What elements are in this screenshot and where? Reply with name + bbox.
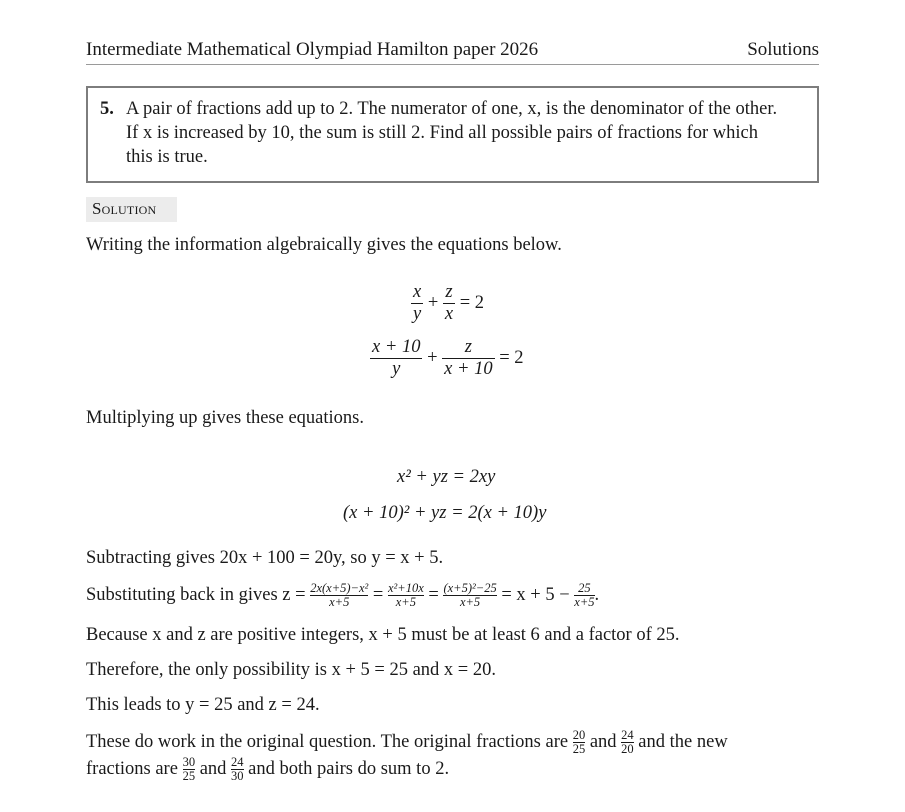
section-label: Solutions — [747, 39, 819, 60]
eq1-rhs: = 2 — [459, 292, 485, 313]
orig-frac-1-num: 20 — [572, 728, 586, 742]
verification-and-2: and — [199, 758, 227, 779]
paper-title: Intermediate Mathematical Olympiad Hamilton paper 2026 — [86, 39, 539, 60]
question-number: 5. — [100, 99, 114, 119]
eq1-frac-b-num: z — [445, 282, 453, 302]
eq1-frac-a-den: y — [413, 304, 422, 324]
verification-line2-prefix: fractions are — [86, 758, 178, 779]
new-frac-1-num: 30 — [182, 755, 196, 769]
equation-4: (x + 10)² + yz = 2(x + 10)y — [343, 503, 547, 523]
paragraph-because: Because x and z are positive integers, x + 5 must be at least 6 and a factor of 25. — [86, 625, 680, 645]
sub-frac-3-num: (x+5)²−25 — [443, 581, 497, 595]
equation-3: x² + yz = 2xy — [397, 467, 496, 487]
paragraph-subtracting: Subtracting gives 20x + 100 = 20y, so y = x + 5. — [86, 548, 444, 568]
eq1-frac-b-den: x — [444, 304, 454, 324]
sub-frac-3-den: x+5 — [459, 595, 481, 609]
orig-frac-2-num: 24 — [621, 728, 634, 742]
paragraph-substituting: Substituting back in gives $z = \frac{\text{2x(x+5)−x²}}{x+5} = \frac{\text{x²+10x}}{x+5} = \frac{\text{(x+5)²−25}}{x+5} = x + 5 - \frac{25}{x+5}$. — [86, 581, 600, 609]
verification-suffix: and the new — [638, 731, 728, 752]
eq2-frac-b-den: x + 10 — [444, 359, 493, 379]
eq2-frac-a-den: y — [392, 359, 401, 379]
verification-line2-suffix: and both pairs do sum to 2. — [248, 758, 450, 779]
sub-frac-4-den: x+5 — [574, 595, 595, 609]
paragraph-verification-line-2 — [86, 756, 449, 783]
eq2-frac-a-num: x + 10 — [372, 337, 421, 357]
question-line-3: this is true. — [126, 147, 208, 167]
substituting-prefix: Substituting back in gives z = — [86, 584, 306, 605]
paragraph-algebraic: Writing the information algebraically gives the equations below. — [86, 235, 562, 255]
sub-chain-tail: = x + 5 − — [501, 584, 570, 605]
header-rule — [86, 64, 819, 65]
new-frac-2-den: 30 — [231, 769, 244, 783]
eq1-frac-a-num: x — [413, 282, 422, 302]
new-frac-1-den: 25 — [182, 769, 196, 783]
new-frac-2-num: 24 — [231, 755, 244, 769]
sub-frac-2-num: x²+10x — [387, 581, 424, 595]
sub-frac-1-den: x+5 — [329, 595, 350, 609]
equation-1: $\frac{x}{y}$ + $\frac{z}{x}$ = 2 — [413, 282, 485, 324]
paragraph-therefore: Therefore, the only possibility is x + 5 = 25 and x = 20. — [86, 660, 496, 680]
orig-frac-2-den: 20 — [621, 742, 634, 756]
paragraph-verification-line-1 — [86, 729, 728, 756]
eq2-rhs: = 2 — [499, 347, 524, 368]
solution-label — [92, 199, 156, 219]
question-line-2: If x is increased by 10, the sum is still 2. Find all possible pairs of fractions for which — [126, 123, 758, 143]
eq2-frac-b-num: z — [464, 337, 472, 357]
question-line-1: A pair of fractions add up to 2. The numerator of one, x, is the denominator of the other. — [126, 99, 778, 119]
equation-2: $\frac{x + 10}{y}$ + $\frac{z}{x + 10}$ = 2 — [372, 337, 524, 379]
paragraph-leads: This leads to y = 25 and z = 24. — [86, 695, 320, 715]
verification-prefix: These do work in the original question. The original fractions are — [86, 731, 569, 752]
sub-frac-4-num: 25 — [578, 581, 591, 595]
sub-frac-1-num: 2x(x+5)−x² — [310, 581, 369, 595]
verification-and-1: and — [589, 731, 617, 752]
orig-frac-1-den: 25 — [572, 742, 586, 756]
solution-label-text: Solution — [92, 199, 157, 218]
sub-frac-2-den: x+5 — [395, 595, 416, 609]
paragraph-multiplying: Multiplying up gives these equations. — [86, 408, 364, 428]
